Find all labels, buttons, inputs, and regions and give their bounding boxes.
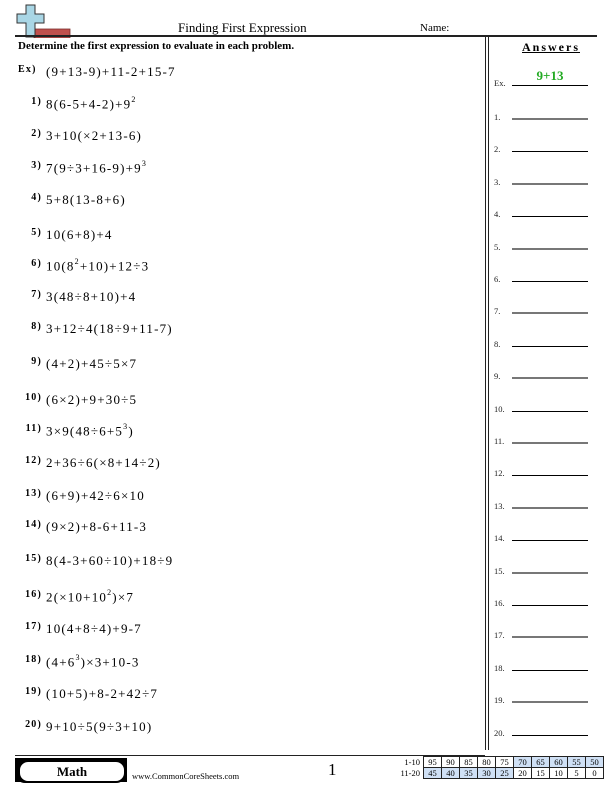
answer-blank[interactable] <box>512 540 588 541</box>
exponent: 3 <box>141 159 148 168</box>
problem-row <box>18 289 136 309</box>
answer-row <box>494 622 594 640</box>
exponent: 3 <box>123 422 129 431</box>
subject-badge: Math <box>18 760 126 783</box>
expression-part: 3+12÷4(18÷9+11-7) <box>46 321 173 336</box>
problem-number: 7) <box>31 289 42 300</box>
expression-part: 5+8(13-8+6) <box>46 192 126 207</box>
answer-row <box>494 298 594 316</box>
answer-label: 6. <box>494 274 501 284</box>
expression-part: (4+6 <box>46 654 76 670</box>
answer-label: 7. <box>494 306 501 317</box>
score-cell: 95 <box>424 757 442 768</box>
answer-blank[interactable] <box>512 377 588 379</box>
problem-number: 17) <box>25 621 42 632</box>
expression-part: (4+2)+45÷5×7 <box>46 356 138 371</box>
answer-blank[interactable] <box>512 151 588 152</box>
problem-row <box>18 356 137 376</box>
exponent: 2 <box>107 588 113 597</box>
answer-label: 20. <box>494 727 505 738</box>
problem-row <box>18 392 137 412</box>
problem-row <box>18 621 142 641</box>
expression-part: (9×2)+8-6+11-3 <box>46 519 148 534</box>
exponent: 3 <box>75 653 81 662</box>
expression-part: 8(6-5+4-2)+9 <box>46 96 132 112</box>
answer-blank[interactable] <box>512 636 588 638</box>
score-cell: 15 <box>532 768 550 779</box>
score-cell: 10 <box>550 768 568 779</box>
problem-number: 1) <box>31 96 42 108</box>
exponent: 2 <box>74 257 80 266</box>
answer-line <box>512 85 588 86</box>
answer-blank[interactable] <box>512 507 588 509</box>
problem-number: 9) <box>31 356 42 367</box>
expression-part: 7(9÷3+16-9)+9 <box>46 160 142 176</box>
answers-title: Answers <box>522 40 580 54</box>
answer-row <box>494 655 594 673</box>
answer-blank[interactable] <box>512 735 588 736</box>
problem-row <box>18 488 145 508</box>
problem-row <box>18 128 142 148</box>
problem-row <box>18 686 158 706</box>
expression-part: (6×2)+9+30÷5 <box>46 392 138 407</box>
score-row-label: 11-20 <box>400 768 420 778</box>
problem-row <box>18 258 149 278</box>
score-cell: 45 <box>424 768 442 779</box>
expression-part: )×3+10-3 <box>80 654 140 670</box>
problem-number: 11) <box>25 423 42 435</box>
answer-label: 19. <box>494 695 505 706</box>
problem-expression <box>46 686 158 702</box>
answer-blank[interactable] <box>512 670 588 671</box>
answer-label: 15. <box>494 565 505 576</box>
score-cell: 70 <box>514 757 532 768</box>
score-cell: 50 <box>586 757 604 768</box>
answer-row <box>494 396 594 414</box>
problem-expression <box>46 289 136 305</box>
problem-number: 6) <box>31 258 42 270</box>
site-link[interactable]: www.CommonCoreSheets.com <box>132 771 240 781</box>
problem-expression <box>46 654 140 670</box>
answer-blank[interactable] <box>512 183 588 185</box>
answer-label: 8. <box>494 338 501 349</box>
answer-row <box>494 428 594 446</box>
header-divider <box>15 35 597 37</box>
answer-blank[interactable] <box>512 475 588 476</box>
answer-blank[interactable] <box>512 411 588 412</box>
answer-blank[interactable] <box>512 442 588 444</box>
problem-expression <box>46 423 134 439</box>
column-divider <box>485 36 486 750</box>
answer-row <box>494 558 594 576</box>
problem-row <box>18 321 173 341</box>
example-answer-value: 9+13 <box>536 68 564 83</box>
instructions: Determine the first expression to evaluate in each problem. <box>18 40 295 52</box>
problem-number: 16) <box>25 589 42 601</box>
expression-part: 3×9(48÷6+5 <box>46 423 124 439</box>
problem-row <box>18 589 134 609</box>
problem-expression <box>46 519 147 535</box>
answer-label: 11. <box>494 436 505 446</box>
answer-blank[interactable] <box>512 312 588 314</box>
answer-blank[interactable] <box>512 248 588 250</box>
answer-label: 3. <box>494 176 501 187</box>
expression-part: 3(48÷8+10)+4 <box>46 289 137 304</box>
problem-expression <box>46 321 173 337</box>
problem-row <box>18 654 140 674</box>
problem-number: 14) <box>25 519 42 530</box>
answer-row <box>494 169 594 187</box>
problem-number: 12) <box>25 455 42 466</box>
answer-label: 18. <box>494 662 505 673</box>
answer-row <box>494 136 594 154</box>
score-cell: 75 <box>496 757 514 768</box>
problem-expression <box>46 553 173 569</box>
score-row-label: 1-10 <box>404 757 420 767</box>
answer-label: 10. <box>494 403 505 414</box>
answer-label: 14. <box>494 533 505 544</box>
answer-label: 4. <box>494 209 501 220</box>
answer-row <box>494 331 594 349</box>
answer-row <box>494 525 594 543</box>
problem-row <box>18 160 147 180</box>
problem-expression <box>46 227 113 243</box>
problem-expression <box>46 258 149 274</box>
answer-label: 1. <box>494 112 501 122</box>
problem-number: 2) <box>31 128 42 139</box>
problem-number: 13) <box>25 488 42 499</box>
plus-logo-icon <box>16 4 72 38</box>
name-label: Name: <box>420 22 450 34</box>
expression-part: 8(4-3+60÷10)+18÷9 <box>46 553 174 568</box>
problem-row <box>18 553 173 573</box>
problem-row <box>18 719 152 739</box>
problem-expression <box>46 192 126 208</box>
score-cell: 30 <box>478 768 496 779</box>
problem-expression <box>46 128 142 144</box>
expression-part: 10(6+8)+4 <box>46 227 113 242</box>
score-table <box>392 756 604 779</box>
answer-row-example <box>494 70 594 88</box>
answer-row <box>494 687 594 705</box>
expression-part: ) <box>128 423 134 439</box>
problem-row <box>18 227 113 247</box>
problem-expression <box>46 96 137 112</box>
answer-label: 17. <box>494 630 505 641</box>
answer-row <box>494 363 594 381</box>
problem-row <box>18 96 137 116</box>
problem-expression <box>46 488 145 504</box>
score-row <box>392 768 604 779</box>
score-cell: 0 <box>586 768 604 779</box>
answer-label: 5. <box>494 241 501 252</box>
answer-row <box>494 201 594 219</box>
answer-row <box>494 590 594 608</box>
problem-row <box>18 192 126 212</box>
problem-number: 8) <box>31 321 42 332</box>
score-cell: 90 <box>442 757 460 768</box>
answer-label: 12. <box>494 468 505 479</box>
example-label: Ex) <box>18 64 37 75</box>
problem-expression <box>46 455 161 471</box>
problem-expression <box>46 719 152 735</box>
expression-part: 3+10(×2+13-6) <box>46 128 143 143</box>
score-cell: 35 <box>460 768 478 779</box>
problem-number: 10) <box>25 392 42 403</box>
expression-part: 2+36÷6(×8+14÷2) <box>46 455 161 470</box>
problem-expression <box>46 392 137 408</box>
answer-row <box>494 460 594 478</box>
problem-number: 20) <box>25 719 42 730</box>
problem-row <box>18 519 147 539</box>
expression-part: +10)+12÷3 <box>79 258 150 274</box>
score-cell: 5 <box>568 768 586 779</box>
expression-part: )×7 <box>112 589 135 605</box>
answer-row <box>494 493 594 511</box>
score-cell: 55 <box>568 757 586 768</box>
problem-row <box>18 423 134 443</box>
score-cell: 85 <box>460 757 478 768</box>
problem-expression <box>46 621 142 637</box>
page-title: Finding First Expression <box>178 20 307 35</box>
answer-blank[interactable] <box>512 605 588 606</box>
score-cell: 80 <box>478 757 496 768</box>
answer-blank[interactable] <box>512 281 588 282</box>
problem-expression <box>46 160 147 176</box>
score-cell: 60 <box>550 757 568 768</box>
expression-part: 10(4+8÷4)+9-7 <box>46 621 142 636</box>
problem-number: 18) <box>25 654 42 666</box>
problem-number: 5) <box>31 227 42 238</box>
expression-part: 2(×10+10 <box>46 589 108 605</box>
expression-part: 9+10÷5(9÷3+10) <box>46 719 153 734</box>
expression-part: (10+5)+8-2+42÷7 <box>46 686 159 701</box>
problem-number: 19) <box>25 686 42 697</box>
answer-label: 9. <box>494 371 501 382</box>
column-divider <box>488 36 489 750</box>
answer-blank[interactable] <box>512 701 588 703</box>
score-cell: 20 <box>514 768 532 779</box>
problem-expression <box>46 589 134 605</box>
example-problem <box>18 64 176 84</box>
page-number: 1 <box>328 760 337 779</box>
answer-blank[interactable] <box>512 572 588 574</box>
score-cell: 65 <box>532 757 550 768</box>
answer-row <box>494 234 594 252</box>
score-cell: 40 <box>442 768 460 779</box>
answer-row <box>494 720 594 738</box>
problem-number: 4) <box>31 192 42 203</box>
answer-blank[interactable] <box>512 118 588 120</box>
answer-label: 13. <box>494 500 505 511</box>
problem-row <box>18 455 161 475</box>
answer-label: 2. <box>494 144 501 155</box>
answer-blank[interactable] <box>512 216 588 217</box>
example-expression: (9+13-9)+11-2+15-7 <box>46 64 176 79</box>
expression-part: 10(8 <box>46 258 75 274</box>
answer-row <box>494 266 594 284</box>
answer-label: 16. <box>494 598 505 608</box>
score-row <box>392 757 604 768</box>
problem-number: 3) <box>31 160 42 172</box>
answer-blank[interactable] <box>512 346 588 347</box>
answer-row <box>494 104 594 122</box>
exponent: 2 <box>131 95 137 104</box>
expression-part: (6+9)+42÷6×10 <box>46 488 145 503</box>
problem-number: 15) <box>25 553 42 564</box>
problem-expression <box>46 356 137 372</box>
score-cell: 25 <box>496 768 514 779</box>
answer-label: Ex. <box>494 78 506 88</box>
